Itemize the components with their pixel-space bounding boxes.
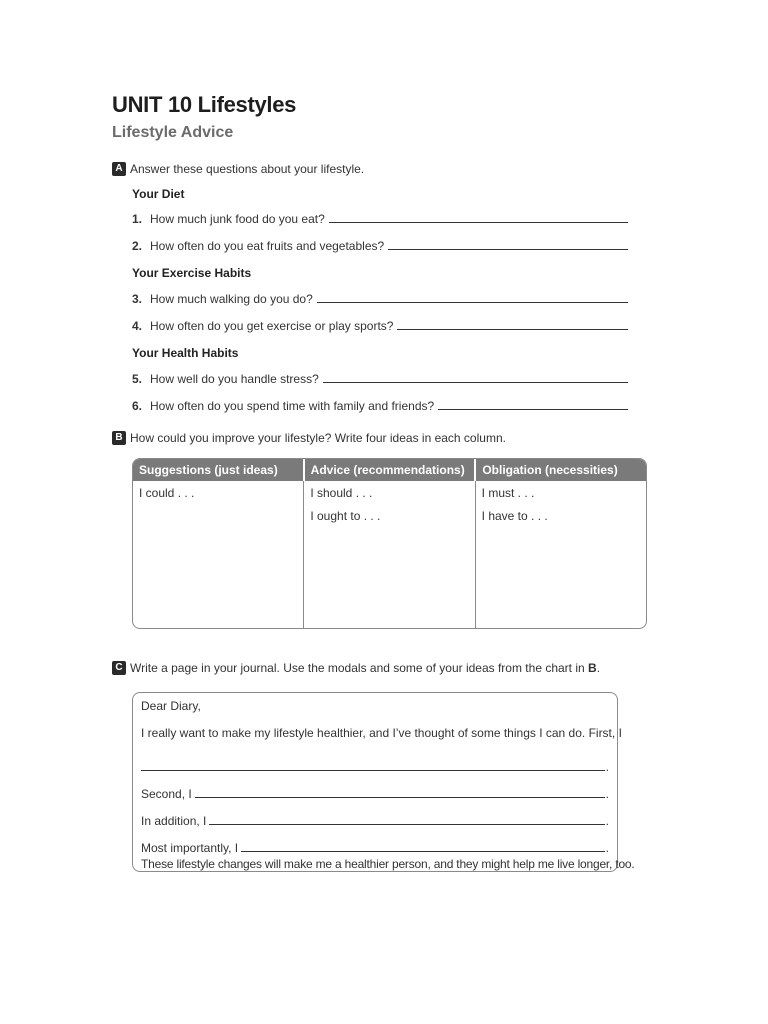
section-c-badge: C xyxy=(112,661,126,675)
answer-line[interactable] xyxy=(195,796,605,798)
column-entry: I must . . . xyxy=(481,486,535,500)
line-end-period: . xyxy=(605,760,609,774)
journal-intro: I really want to make my lifestyle healthier, and I’ve thought of some things I can do. First, I xyxy=(141,726,622,740)
unit-title: UNIT 10 Lifestyles xyxy=(112,92,297,117)
journal-box xyxy=(132,692,635,872)
question-row xyxy=(132,239,628,253)
column-header-obligation: Obligation (necessities) xyxy=(474,459,646,481)
question-row xyxy=(132,319,628,333)
diet-heading: Your Diet xyxy=(132,187,185,201)
question-row xyxy=(132,212,628,226)
line-end-period: . xyxy=(605,841,609,855)
section-a-badge: A xyxy=(112,162,126,176)
ideas-table xyxy=(132,458,647,629)
question-number: 3. xyxy=(132,292,143,306)
section-a-instruction: Answer these questions about your lifestyle. xyxy=(130,162,365,176)
question-row xyxy=(132,399,628,413)
column-entry: I could . . . xyxy=(139,486,195,500)
answer-line[interactable] xyxy=(241,850,605,852)
journal-important: Most importantly, I xyxy=(141,841,239,855)
section-c-instruction-text: Write a page in your journal. Use the modals and some of your ideas from the chart in xyxy=(130,661,585,675)
journal-second: Second, I xyxy=(141,787,192,801)
question-number: 1. xyxy=(132,212,143,226)
page-subtitle: Lifestyle Advice xyxy=(112,124,234,141)
answer-line[interactable] xyxy=(323,381,628,383)
suggestions-column[interactable] xyxy=(133,481,303,629)
question-text: How often do you eat fruits and vegetables? xyxy=(150,239,385,253)
journal-important-row xyxy=(141,828,609,855)
journal-blank-line xyxy=(141,752,609,774)
answer-line[interactable] xyxy=(397,328,628,330)
question-text: How often do you get exercise or play sports? xyxy=(150,319,394,333)
ideas-table-body xyxy=(133,481,646,629)
column-header-suggestions: Suggestions (just ideas) xyxy=(139,463,278,477)
question-text: How much walking do you do? xyxy=(150,292,313,306)
section-c-instruction-bold: B xyxy=(588,661,597,675)
question-text: How well do you handle stress? xyxy=(150,372,319,386)
question-number: 5. xyxy=(132,372,143,386)
ideas-table-header xyxy=(133,459,646,481)
column-entry: I have to . . . xyxy=(481,509,548,523)
column-header-advice: Advice (recommendations) xyxy=(303,459,475,481)
section-c-instruction-row xyxy=(112,661,600,675)
journal-addition: In addition, I xyxy=(141,814,207,828)
answer-line[interactable] xyxy=(329,221,628,223)
journal-closing: These lifestyle changes will make me a healthier person, and they might help me live longer, too. xyxy=(141,857,635,871)
section-b-badge: B xyxy=(112,431,126,445)
answer-line[interactable] xyxy=(209,823,604,825)
obligation-column[interactable] xyxy=(475,481,646,629)
health-heading: Your Health Habits xyxy=(132,346,239,360)
answer-line[interactable] xyxy=(141,769,605,771)
answer-line[interactable] xyxy=(317,301,628,303)
column-entry: I ought to . . . xyxy=(310,509,381,523)
line-end-period: . xyxy=(605,814,609,828)
section-b-instruction: How could you improve your lifestyle? Write four ideas in each column. xyxy=(130,431,506,445)
question-text: How often do you spend time with family and friends? xyxy=(150,399,435,413)
answer-line[interactable] xyxy=(438,408,628,410)
question-row xyxy=(132,292,628,306)
journal-addition-row xyxy=(141,801,609,828)
question-number: 4. xyxy=(132,319,143,333)
journal-second-row xyxy=(141,774,609,801)
column-entry: I should . . . xyxy=(310,486,373,500)
section-a-instruction-row xyxy=(112,162,364,176)
answer-line[interactable] xyxy=(388,248,628,250)
question-row xyxy=(132,372,628,386)
section-c-instruction xyxy=(130,661,600,675)
advice-column[interactable] xyxy=(303,481,474,629)
question-number: 2. xyxy=(132,239,143,253)
question-number: 6. xyxy=(132,399,143,413)
section-b-instruction-row xyxy=(112,431,506,445)
line-end-period: . xyxy=(605,787,609,801)
question-text: How much junk food do you eat? xyxy=(150,212,325,226)
section-c-instruction-end: . xyxy=(596,661,601,675)
exercise-heading: Your Exercise Habits xyxy=(132,266,252,280)
journal-greeting: Dear Diary, xyxy=(141,699,201,713)
